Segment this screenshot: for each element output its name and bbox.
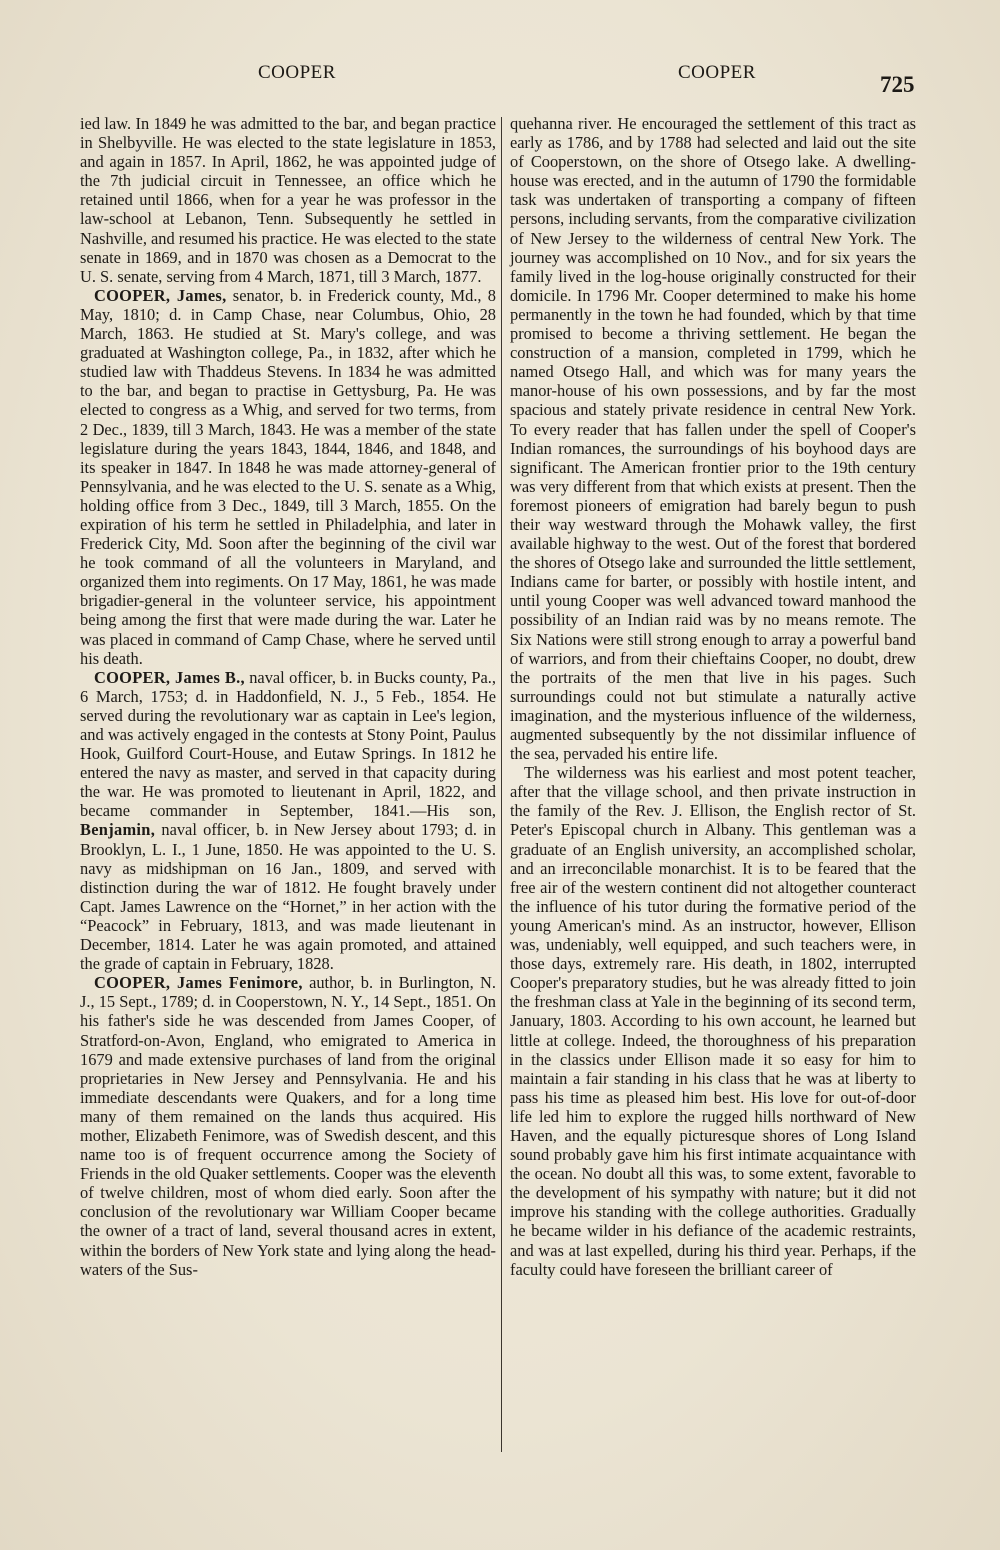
entry-text: naval officer, b. in Bucks county, Pa., 6 March, 1753; d. in Haddonfield, N. J., 5 Feb., 1854. He served during the revolutionary war as captain in Lee's legion, and was actively engaged in the contests at Stony Point, Paulus Hook, Guilford Court-House, and Eutaw Springs. In 1812 he entered the navy as master, and served in that capacity during the war. He was promoted to lieutenant in April, 1822, and became commander in September, 1841.—His son, bbox=[80, 667, 496, 821]
entry-headword: COOPER, James, bbox=[94, 285, 227, 305]
left-column bbox=[80, 114, 496, 1279]
paragraph-continued: quehanna river. He encouraged the settlement of this tract as early as 1786, and by 1788 had selected and laid out the site of Cooperstown, on the shore of Otsego lake. A dwelling-house was erected, and in the autumn of 1790 the formidable task was undertaken of transporting a company of fifteen persons, including servants, from the comparative civilization of New Jersey to the wilderness of central New York. The journey was accomplished on 10 Nov., and for six years the family lived in the log-house originally constructed for their domicile. In 1796 Mr. Cooper determined to make his home permanently in the town he had founded, which by that time promised to become a thriving settlement. He began the construction of a mansion, completed in 1799, which he named Otsego Hall, and which was for many years the manor-house of his own possessions, and by far the most spacious and stately private residence in central New York. To every reader that has fallen under the spell of Cooper's Indian romances, the surroundings of his boyhood days are significant. The American frontier prior to the 19th century was very different from that which exists at present. Then the foremost pioneers of emigration had barely begun to push their way westward through the Mohawk valley, the first available highway to the west. Out of the forest that bordered the shores of Otsego lake and surrounded the little settlement, Indians came for barter, or possibly with hostile intent, and until young Cooper was well advanced toward manhood the possibility of an Indian raid was by no means remote. The Six Nations were still strong enough to array a powerful band of warriors, and from their chieftains Cooper, no doubt, drew the portraits of the men that live in his pages. Such surroundings could not but stimulate a naturally active imagination, and the mysterious influence of the wilderness, augmented subsequently by the not dissimilar influence of the sea, pervaded his entire life. bbox=[510, 114, 916, 764]
paragraph-continued: ied law. In 1849 he was admitted to the bar, and began practice in Shelbyville. He was elected to the state legislature in 1853, and again in 1857. In April, 1862, he was appointed judge of the 7th judicial circuit in Tennessee, an office which he retained until 1866, when for a year he was professor in the law-school at Lebanon, Tenn. Subsequently he settled in Nashville, and resumed his practice. He was elected to the state senate in 1869, and in 1870 was chosen as a Democrat to the U. S. senate, serving from 4 March, 1871, till 3 March, 1877. bbox=[80, 114, 496, 286]
entry-cooper-james-fenimore bbox=[80, 973, 496, 1279]
entry-text: author, b. in Burlington, N. J., 15 Sept., 1789; d. in Cooperstown, N. Y., 14 Sept., 1851. On his father's side he was descended from James Cooper, of Stratford-on-Avon, England, who emigrated to America in 1679 and made extensive purchases of land from the original proprietaries in New Jersey and Pennsylvania. He and his immediate descendants were Quakers, and for a long time many of them remained on the lands thus acquired. His mother, Elizabeth Fenimore, was of Swedish descent, and this name too is of frequent occurrence among the Society of Friends in the old Quaker settlements. Cooper was the eleventh of twelve children, most of whom died early. Soon after the conclusion of the revolutionary war William Cooper became the owner of a tract of land, several thousand acres in extent, within the borders of New York state and lying along the head-waters of the Sus- bbox=[80, 973, 496, 1279]
entry-text: senator, b. in Frederick county, Md., 8 May, 1810; d. in Camp Chase, near Columbus, Ohio, 28 March, 1863. He studied at St. Mary's college, and was graduated at Washington college, Pa., in 1832, after which he studied law with Thaddeus Stevens. In 1834 he was admitted to the bar, and began to practise in Gettysburg, Pa. He was elected to congress as a Whig, and served for two terms, from 2 Dec., 1839, till 3 March, 1843. He was a member of the state legislature during the years 1843, 1844, 1846, and 1848, and its speaker in 1847. In 1848 he was made attorney-general of Pennsylvania, and he was elected to the U. S. senate as a Whig, holding office from 3 Dec., 1849, till 3 March, 1855. On the expiration of his term he settled in Philadelphia, and later in Frederick City, Md. Soon after the beginning of the civil war he took command of all the volunteers in Maryland, and organized them into regiments. On 17 May, 1861, he was made brigadier-general in the volunteer service, his appointment being among the first that were made during the war. Later he was placed in command of Camp Chase, where he served until his death. bbox=[80, 285, 496, 668]
sub-entry-headword: Benjamin, bbox=[80, 820, 156, 840]
entry-headword: COOPER, James Fenimore, bbox=[94, 973, 303, 993]
entry-headword: COOPER, James B., bbox=[94, 667, 245, 687]
running-head-left: COOPER bbox=[258, 62, 336, 83]
page-number: 725 bbox=[880, 72, 915, 97]
right-column bbox=[510, 114, 916, 1279]
column-divider bbox=[501, 117, 502, 1452]
paragraph: The wilderness was his earliest and most potent teacher, after that the village school, and then private instruction in the family of the Rev. J. Ellison, the English rector of St. Peter's Episcopal church in Albany. This gentleman was a graduate of an English university, an accomplished scholar, and an irreconcilable monarchist. It is to be feared that the free air of the western continent did not altogether counteract the influence of his tutor during the formative period of the young American's mind. As an instructor, however, Ellison was, undeniably, well equipped, and such teachers were, in those days, extremely rare. His death, in 1802, interrupted Cooper's preparatory studies, but he was already fitted to join the freshman class at Yale in the beginning of its second term, January, 1803. According to his own account, he learned but little at college. Indeed, the thoroughness of his preparation in the classics under Ellison made it so easy for him to maintain a fair standing in his class that he was at liberty to pass his time as pleased him best. His love for out-of-door life led him to explore the rugged hills northward of New Haven, and the equally picturesque shores of Long Island sound probably gave him his first intimate acquaintance with the ocean. No doubt all this was, to some extent, favorable to the development of his sympathy with nature; but it did not improve his standing with the college authorities. Gradually he became wilder in his defiance of the academic restraints, and was at last expelled, during his third year. Perhaps, if the faculty could have foreseen the brilliant career of bbox=[510, 763, 916, 1279]
running-head-right: COOPER bbox=[678, 62, 756, 83]
entry-cooper-james-b bbox=[80, 668, 496, 974]
entry-cooper-james bbox=[80, 286, 496, 668]
entry-text: naval officer, b. in New Jersey about 1793; d. in Brooklyn, L. I., 1 June, 1850. He was appointed to the U. S. navy as midshipman on 16 Jan., 1809, and served with distinction during the war of 1812. He fought bravely under Capt. James Lawrence on the “Hornet,” in her action with the “Peacock” in February, 1813, and was made lieutenant in December, 1814. Later he was again promoted, and attained the grade of captain in February, 1828. bbox=[80, 820, 496, 974]
